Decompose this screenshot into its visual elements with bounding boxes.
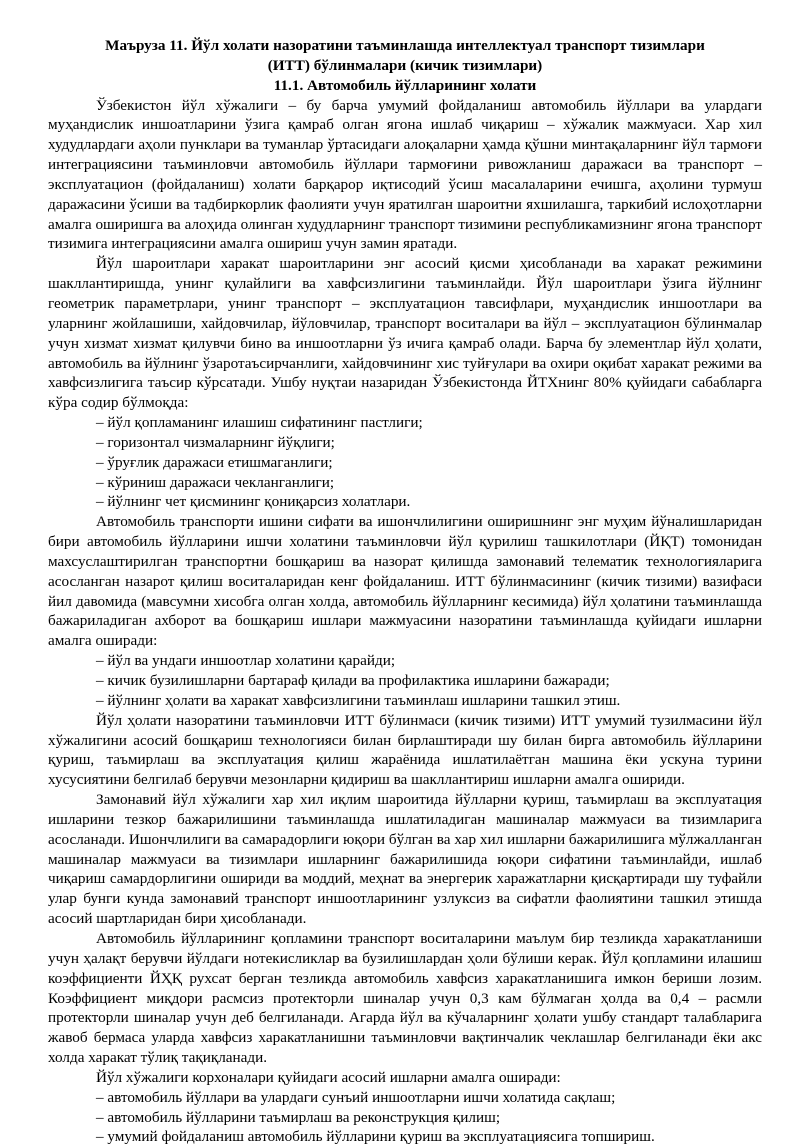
lecture-title-line-1: Маъруза 11. Йўл холати назоратини таъминлашда интеллектуал транспорт тизимлари (105, 37, 705, 54)
list-item: – автомобиль йўлларини таъмирлаш ва реконструкция қилиш; (96, 1108, 501, 1126)
document-page (48, 36, 762, 1147)
list-item: – ўруғлик даражаси етишмаганлиги; (96, 453, 333, 471)
paragraph-transport-reliability: Автомобиль транспорти ишини сифати ва ишончлилигини оширишнинг энг муҳим йўналишларидан бири автомобиль йўлларини ишчи холатини таъминловчи йўл қурилиш ташкилотлари (ЙҚТ) томонидан махсуслаштирилган транспортни бошқариш ва назорат қилишда замонавий телематик технологияларига асосланган назарот қилиш воситаларидан кенг фойдаланиш. ИТТ бўлинмасининг (кичик тизими) вазифаси йил давомида (мавсумни хисобга олган холда, автомобиль йўлларнинг кесимида) йўл ҳолатини таъминлашда бажариладиган ахборот ва бошқариш ишлари мажмуасини назоратини таъминлашда қуйидаги ишларни амалга оширади: (48, 513, 762, 650)
lecture-title-line-2: (ИТТ) бўлинмалари (кичик тизимлари) (267, 56, 543, 74)
list-item: – кичик бузилишларни бартараф қилади ва профилактика ишларини бажаради; (96, 672, 610, 689)
paragraph-itt-subsystem: Йўл ҳолати назоратини таъминловчи ИТТ бўлинмаси (кичик тизими) ИТТ умумий тузилмасини йўл хўжалигини асосий бошқариш технологияси билан бирлаштиради шу билан бирга автомобиль йўлларини қуриш, таъмирлаш ва эксплуатация қилиш жараёнида ишлатилаётган машина ёки ускуна турини хусусиятини белгилаб берувчи мезонларни қидириш ва шакллантириш ишларни амалга ошириди. (48, 711, 762, 789)
list-item: – умумий фойдаланиш автомобиль йўлларини қуриш ва эксплуатациясига топшириш. (96, 1128, 655, 1146)
paragraph-modern-road-economy: Замонавий йўл хўжалиги хар хил иқлим шароитида йўлларни қуриш, таъмирлаш ва эксплуатация ишларини тезкор бажарилишини таъминлашда ишлатиладиган машиналар мажмуаси ва тизимларига асосланади. Ишончлилиги ва самарадорлиги юқори бўлган ва хар хил ишларни бажарилишига мўлжалланган машиналар мажмуаси ва тизимлари ишларнинг бажарилишида юқори сифатини таъминлайди, ишлаб чиқариш самардорлигини ошириди ва моддий, меҳнат ва энергерик харажатларни қисқартиради шу туфайли улар бунги кунда замонавий транспорт иншоотларининг узлуксиз ва сифатли фаолиятини ташкил этишда асосий шартларидан бири ҳисобланади. (48, 791, 762, 928)
paragraph-road-economy: Ўзбекистон йўл хўжалиги – бу барча умумий фойдаланиш автомобиль йўллари ва улардаги муҳандислик иншоатларини ўзига қамраб олган ягона ишлаб чиқариш – хўжалик мажмуаси. Хар хил худудлардаги аҳоли пунклари ва туманлар ўртасидаги алоқаларни ҳамда қўшни минтақаларнинг йўл тармоғи интеграциясини таъминловчи автомобиль йўллари тармоғини ривожланиш даражаси ва транспорт – эксплуатацион (фойдаланиш) холати барқарор иқтисодий ўсиш масалаларини ечишга, аҳолини турмуш даражасини ўсиши ва тадбиркорлик фаолияти учун яратилган шароитни яхшилашга, таркибий ислоҳотларни амалга оширишга ва алоҳида олинган худудларнинг транспорт тизимини республикамизнинг ягона транспорт тизимига интеграциясини амалга ошириш учун замин яратади. (48, 96, 762, 253)
enterprise-works-list (48, 1088, 762, 1147)
section-heading: 11.1. Автомобиль йўлларининг холати (273, 76, 537, 94)
paragraph-road-conditions: Йўл шароитлари харакат шароитларини энг асосий қисми ҳисобланади ва харакат режимини шакллантиришда, унинг қулайлиги ва хавфсизлигини таъминлайди. Йўл шароитлари ўзига йўлнинг геометрик параметрлари, унинг транспорт – эксплуатацион тавсифлари, муҳандислик иншоотлари ва уларнинг жойлашиши, хайдовчилар, йўловчилар, транспорт воситалари ва йўл – эксплуатацион бўлинмалар учун хизмат хизмат қилувчи бино ва иншоотларни ўз ичига қамраб олади. Барча бу элементлар йўл ҳолати, автомобиль ва йўлнинг ўзаротаъсирчанлиги, хайдовчининг хис туйғулари ва охири оқибат харакат режими ва хавфсизлигига таъсир кўрсатади. Ушбу нуқтаи назаридан Ўзбекистонда ЙТХнинг 80% қуйидаги сабабларга кўра содир бўлмоқда: (48, 255, 762, 412)
list-item: – йўлнинг чет қисмининг қониқарсиз холатлари. (96, 493, 411, 511)
list-item: – автомобиль йўллари ва улардаги сунъий иншоотларни ишчи холатида сақлаш; (96, 1088, 616, 1106)
paragraph-road-surface: Автомобиль йўлларининг қопламини транспорт воситаларини маълум бир тезликда харакатланиши учун ҳалақт берувчи йўлдаги нотекисликлар ва бузилишлардан ҳоли бўлиши керак. Йўл қопламини илашиш коэффициенти ЙҲҚ рухсат берган тезликда автомобиль хавфсиз харакатланишига имкон бериши лозим. Коэффициент миқдори расмсиз протекторли шиналар учун 0,3 кам бўлмаган ҳолда ва 0,4 – расмли протекторли шиналар учун деб белгиланади. Агарда йўл ва кўчаларнинг ҳолати ушбу стандарт талабларига жавоб бермаса уларда хавфсиз харакатланишни таъминловчи вақтинчалик чеклашлар белгиланади ёки акс холда харакат тўлиқ тақиқланади. (48, 929, 762, 1067)
list-item: – йўл қопламанинг илашиш сифатининг пастлиги; (96, 414, 423, 432)
list-item: – кўриниш даражаси чекланганлиги; (96, 473, 335, 491)
list-item: – йўлнинг ҳолати ва харакат хавфсизлигини таъминлаш ишларини ташкил этиш. (96, 691, 621, 709)
list-item: – горизонтал чизмаларнинг йўқлиги; (96, 433, 335, 451)
paragraph-road-enterprises: Йўл хўжалиги корхоналари қуйидаги асосий ишларни амалга оширади: (96, 1068, 561, 1086)
accident-causes-list (48, 413, 762, 512)
list-item: – йўл ва ундаги иншоотлар холатини қарайди; (96, 652, 396, 670)
itt-tasks-list (48, 651, 762, 711)
